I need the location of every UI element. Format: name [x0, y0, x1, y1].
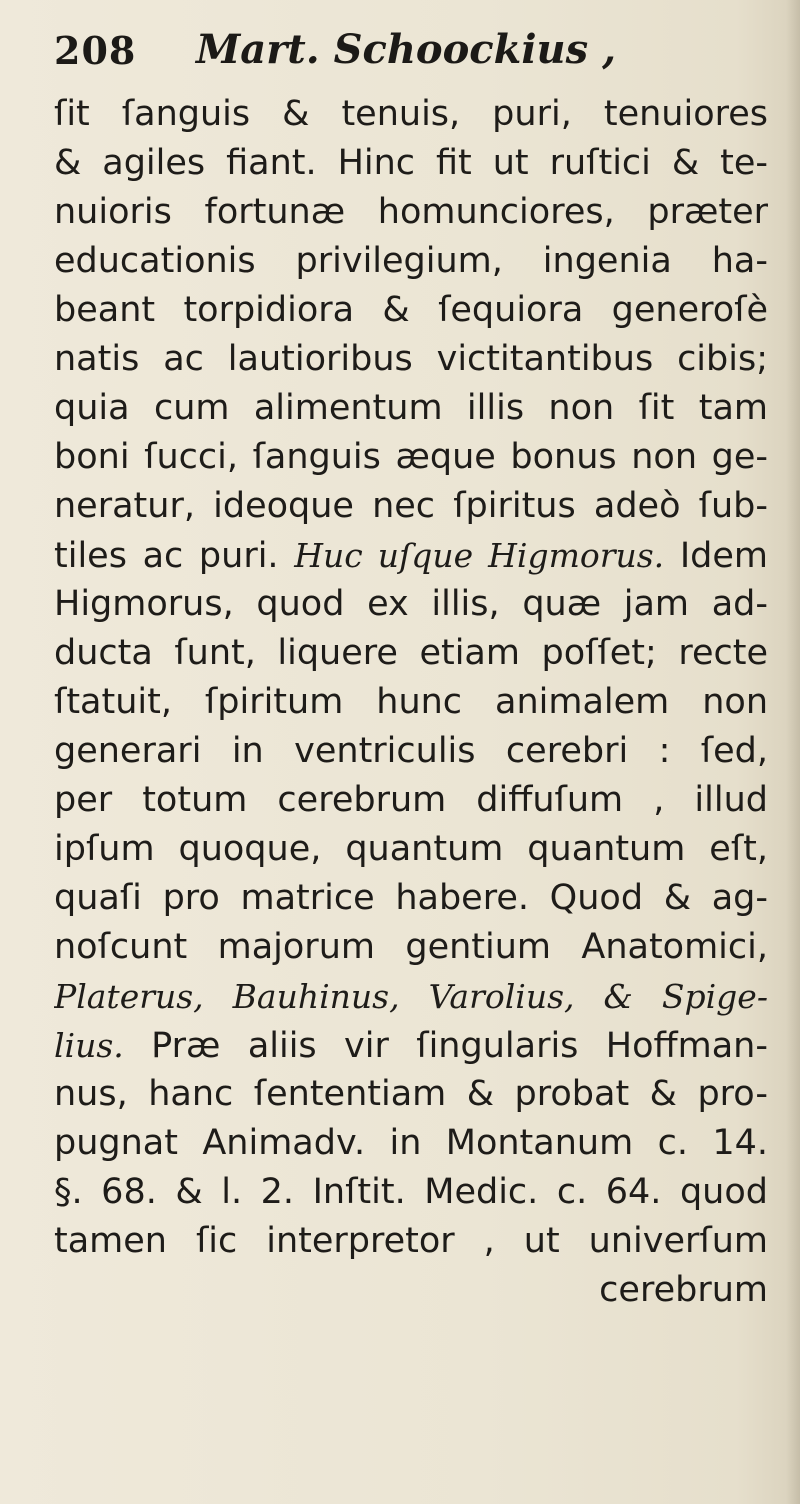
text-segment: ducta ſunt, liquere etiam poſſet; recte: [54, 633, 768, 673]
text-line: [54, 629, 768, 678]
text-line: [54, 776, 768, 825]
text-line: [54, 1217, 768, 1266]
text-line: [54, 1021, 768, 1070]
text-segment: beant torpidiora & ſequiora generoſè: [54, 290, 768, 330]
page-number: 208: [54, 28, 137, 73]
page-header: [54, 22, 754, 82]
text-line: [54, 727, 768, 776]
text-segment: ſtatuit, ſpiritum hunc animalem non: [54, 682, 768, 722]
text-segment: ſit ſanguis & tenuis, puri, tenuiores: [54, 94, 768, 134]
text-line: [54, 678, 768, 727]
text-segment: & agiles fiant. Hinc fit ut ruſtici & te-: [54, 143, 768, 183]
text-line: [54, 1119, 768, 1168]
text-segment: noſcunt majorum gentium Anatomici,: [54, 927, 768, 967]
text-line: [54, 580, 768, 629]
text-segment: cerebrum: [599, 1270, 768, 1310]
italic-segment: Huc uſque Higmorus.: [294, 536, 665, 575]
text-segment: tamen ſic interpretor , ut univerſum: [54, 1221, 768, 1261]
text-line: [54, 825, 768, 874]
italic-segment: Platerus, Bauhinus, Varolius, & Spige-: [54, 977, 768, 1016]
body-text: [54, 90, 768, 1315]
text-line: [54, 188, 768, 237]
text-line: [54, 237, 768, 286]
text-line: [54, 286, 768, 335]
text-line: [54, 874, 768, 923]
text-line: [54, 90, 768, 139]
text-line: [54, 1266, 768, 1315]
text-segment: educationis privilegium, ingenia ha-: [54, 241, 768, 281]
text-line: [54, 531, 768, 580]
text-segment: §. 68. & l. 2. Inſtit. Medic. c. 64. quod: [54, 1172, 768, 1212]
text-segment: natis ac lautioribus victitantibus cibis;: [54, 339, 768, 379]
italic-segment: lius.: [54, 1026, 124, 1065]
text-line: [54, 482, 768, 531]
text-line: [54, 335, 768, 384]
text-segment: tiles ac puri.: [54, 536, 295, 576]
text-segment: nus, hanc ſententiam & probat & pro-: [54, 1074, 768, 1114]
text-segment: quia cum alimentum illis non ſit tam: [54, 388, 768, 428]
text-segment: quaſi pro matrice habere. Quod & ag-: [54, 878, 768, 918]
page-edge-shadow: [786, 0, 800, 1504]
text-segment: pugnat Animadv. in Montanum c. 14.: [54, 1123, 768, 1163]
text-segment: per totum cerebrum diffuſum , illud: [54, 780, 768, 820]
text-segment: Higmorus, quod ex illis, quæ jam ad-: [54, 584, 768, 624]
text-segment: neratur, ideoque nec ſpiritus adeò ſub-: [54, 486, 768, 526]
text-segment: boni ſucci, ſanguis æque bonus non ge-: [54, 437, 768, 477]
text-segment: generari in ventriculis cerebri : ſed,: [54, 731, 768, 771]
text-line: [54, 1070, 768, 1119]
text-segment: ipſum quoque, quantum quantum eſt,: [54, 829, 768, 869]
running-head: Mart. Schoockius ,: [196, 26, 616, 73]
text-segment: Idem: [664, 536, 768, 576]
text-segment: Præ aliis vir ſingularis Hoffman-: [123, 1026, 768, 1066]
text-line: [54, 1168, 768, 1217]
text-line: [54, 923, 768, 972]
text-line: [54, 972, 768, 1021]
text-segment: nuioris fortunæ homunciores, præter: [54, 192, 768, 232]
text-line: [54, 433, 768, 482]
text-line: [54, 139, 768, 188]
text-line: [54, 384, 768, 433]
